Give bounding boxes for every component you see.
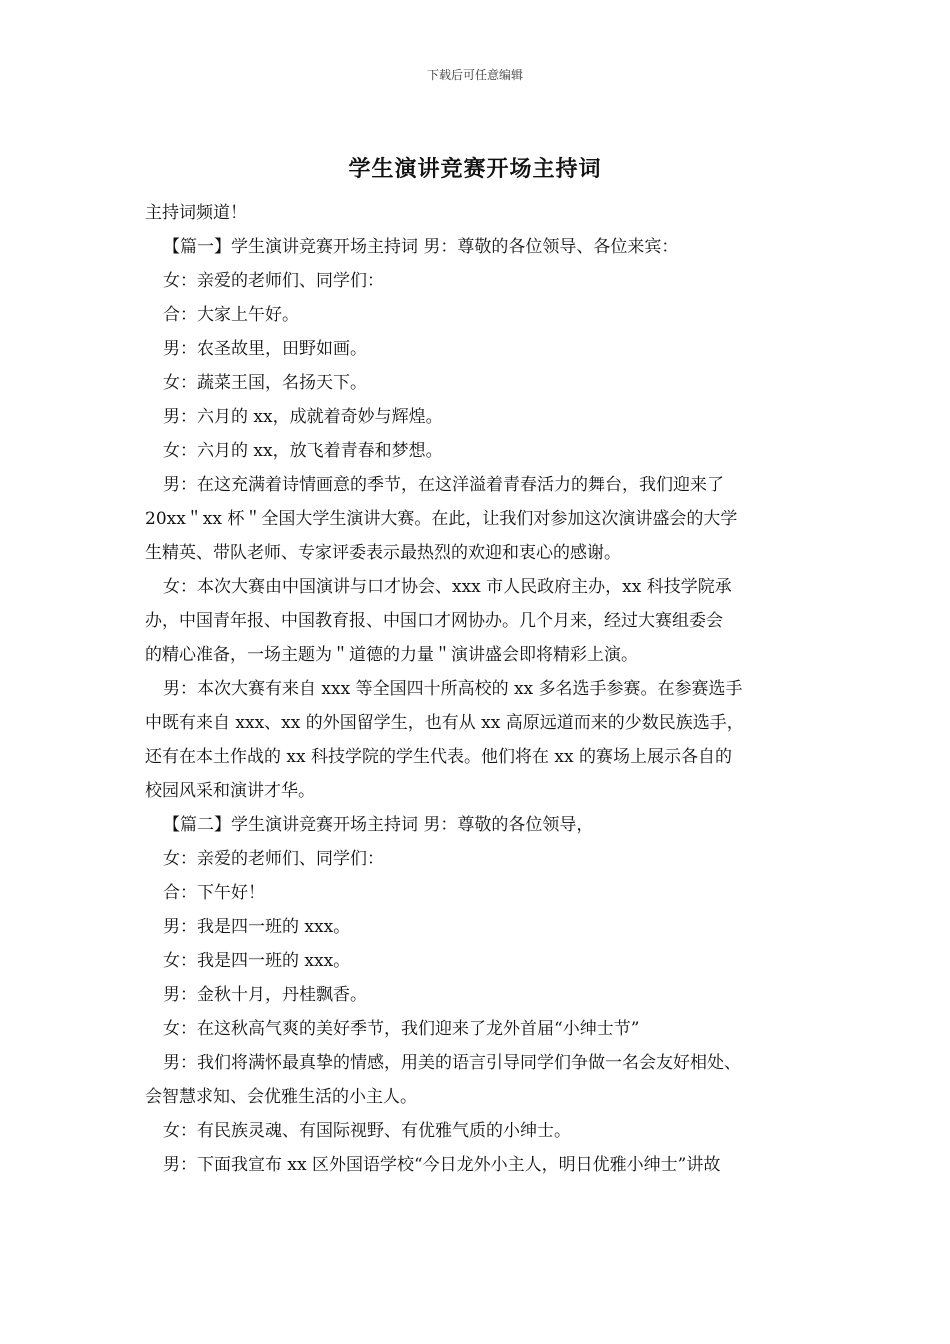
- paragraph-line: 校园风采和演讲才华。: [145, 781, 315, 801]
- paragraph-line: 主持词频道！: [145, 203, 247, 223]
- paragraph-line: 女：亲爱的老师们、同学们：: [163, 271, 384, 291]
- paragraph-line: 生精英、带队老师、专家评委表示最热烈的欢迎和衷心的感谢。: [145, 543, 621, 563]
- paragraph-line: 男：在这充满着诗情画意的季节，在这洋溢着青春活力的舞台，我们迎来了: [163, 475, 724, 495]
- paragraph-line: 还有在本土作战的 xx 科技学院的学生代表。他们将在 xx 的赛场上展示各自的: [145, 747, 732, 767]
- page-header-note: 下载后可任意编辑: [426, 68, 523, 82]
- paragraph-line: 女：蔬菜王国，名扬天下。: [163, 373, 367, 393]
- paragraph-line: 女：本次大赛由中国演讲与口才协会、xxx 市人民政府主办，xx 科技学院承: [163, 577, 732, 597]
- paragraph-line: 男：农圣故里，田野如画。: [163, 339, 367, 359]
- paragraph-line: 男：金秋十月，丹桂飘香。: [163, 985, 367, 1005]
- document-body: [145, 196, 825, 1182]
- paragraph-line: 男：本次大赛有来自 xxx 等全国四十所高校的 xx 多名选手参赛。在参赛选手: [163, 679, 743, 699]
- document-title: 学生演讲竞赛开场主持词: [348, 157, 602, 182]
- paragraph-line: 男：六月的 xx，成就着奇妙与辉煌。: [163, 407, 443, 427]
- paragraph-line: 男：我们将满怀最真挚的情感，用美的语言引导同学们争做一名会友好相处、: [163, 1053, 741, 1073]
- paragraph-line: 女：六月的 xx，放飞着青春和梦想。: [163, 441, 443, 461]
- paragraph-line: 女：在这秋高气爽的美好季节，我们迎来了龙外首届“小绅士节”: [163, 1019, 640, 1039]
- paragraph-line: 女：我是四一班的 xxx。: [163, 951, 351, 971]
- paragraph-line: 中既有来自 xxx、xx 的外国留学生，也有从 xx 高原远道而来的少数民族选手，: [145, 713, 744, 733]
- paragraph-line: 合：大家上午好。: [163, 305, 299, 325]
- paragraph-line: 的精心准备，一场主题为＂道德的力量＂演讲盛会即将精彩上演。: [145, 645, 638, 665]
- paragraph-line: 男：我是四一班的 xxx。: [163, 917, 351, 937]
- paragraph-line: 【篇一】学生演讲竞赛开场主持词 男：尊敬的各位领导、各位来宾：: [163, 237, 679, 257]
- paragraph-line: 女：有民族灵魂、有国际视野、有优雅气质的小绅士。: [163, 1121, 571, 1141]
- paragraph-line: 20xx＂xx 杯＂全国大学生演讲大赛。在此，让我们对参加这次演讲盛会的大学: [145, 509, 738, 529]
- paragraph-line: 女：亲爱的老师们、同学们：: [163, 849, 384, 869]
- paragraph-line: 【篇二】学生演讲竞赛开场主持词 男：尊敬的各位领导，: [163, 815, 594, 835]
- paragraph-line: 男：下面我宣布 xx 区外国语学校“今日龙外小主人，明日优雅小绅士”讲故: [163, 1155, 721, 1175]
- paragraph-line: 办，中国青年报、中国教育报、中国口才网协办。几个月来，经过大赛组委会: [145, 611, 723, 631]
- paragraph-line: 会智慧求知、会优雅生活的小主人。: [145, 1087, 417, 1107]
- paragraph-line: 合：下午好！: [163, 883, 265, 903]
